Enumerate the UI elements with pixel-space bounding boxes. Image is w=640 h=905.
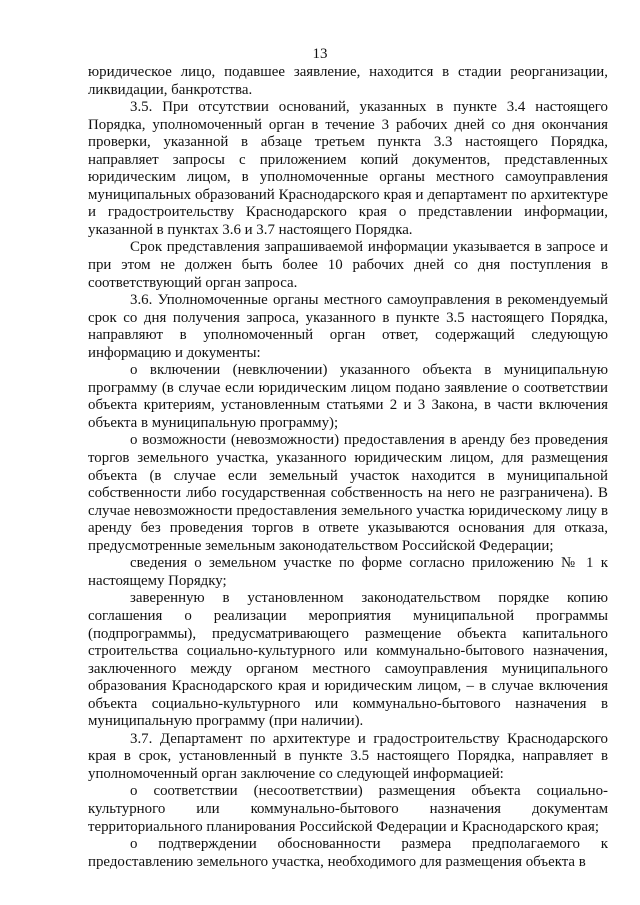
paragraph: о соответствии (несоответствии) размещения объекта социально-культурного или коммунально-бытового назначения документам территориального планирования Российской Федерации и Краснодарского края; — [88, 783, 608, 835]
paragraph: сведения о земельном участке по форме согласно приложению № 1 к настоящему Порядку; — [88, 555, 608, 589]
page-number: 13 — [312, 46, 328, 62]
paragraph: 3.6. Уполномоченные органы местного самоуправления в рекомендуемый срок со дня получения запроса, указанного в пункте 3.5 настоящего Порядка, направляют в уполномоченный орган ответ, содержащий следующую информацию и документы: — [88, 292, 608, 361]
paragraph: о включении (невключении) указанного объекта в муниципальную программу (в случае если юридическим лицом подано заявление о соответствии объекта критериям, установленным статьями 2 и 3 Закона, в части включения объекта в муниципальную программу); — [88, 362, 608, 431]
paragraph: о подтверждении обоснованности размера предполагаемого к предоставлению земельного участка, необходимого для размещения объекта в — [88, 836, 608, 870]
paragraph: юридическое лицо, подавшее заявление, находится в стадии реорганизации, ликвидации, банкротства. — [88, 64, 608, 98]
paragraph: заверенную в установленном законодательством порядке копию соглашения о реализации мероприятия муниципальной программы (подпрограммы), предусматривающего размещение объекта капитального строительства социально-культурного или коммунально-бытового назначения, заключенного между органом местного самоуправления муниципального образования Краснодарского края и юридическим лицом, – в случае включения объекта социально-культурного или коммунально-бытового назначения в муниципальную программу (при наличии). — [88, 590, 608, 730]
paragraph: о возможности (невозможности) предоставления в аренду без проведения торгов земельного участка, указанного юридическим лицом, для размещения объекта (в случае если земельный участок находится в муниципальной собственности либо государственная собственность на него не разграничена). В случае невозможности предоставления земельного участка юридическому лицу в аренду без проведения торгов в ответе указываются основания для отказа, предусмотренные земельным законодательством Российской Федерации; — [88, 432, 608, 554]
paragraph: Срок представления запрашиваемой информации указывается в запросе и при этом не должен быть более 10 рабочих дней со дня поступления в соответствующий орган запроса. — [88, 239, 608, 291]
paragraph: 3.5. При отсутствии оснований, указанных в пункте 3.4 настоящего Порядка, уполномоченный орган в течение 3 рабочих дней со дня окончания проверки, указанной в абзаце третьем пункта 3.3 настоящего Порядка, направляет запросы с приложением копий документов, представленных юридическим лицом, в уполномоченные органы местного самоуправления муниципальных образований Краснодарского края и департамент по архитектуре и градостроительству Краснодарского края о представлении информации, указанной в пунктах 3.6 и 3.7 настоящего Порядка. — [88, 99, 608, 238]
document-body — [88, 64, 608, 871]
paragraph: 3.7. Департамент по архитектуре и градостроительству Краснодарского края в срок, установленный в пункте 3.5 настоящего Порядка, направляет в уполномоченный орган заключение со следующей информацией: — [88, 730, 608, 782]
